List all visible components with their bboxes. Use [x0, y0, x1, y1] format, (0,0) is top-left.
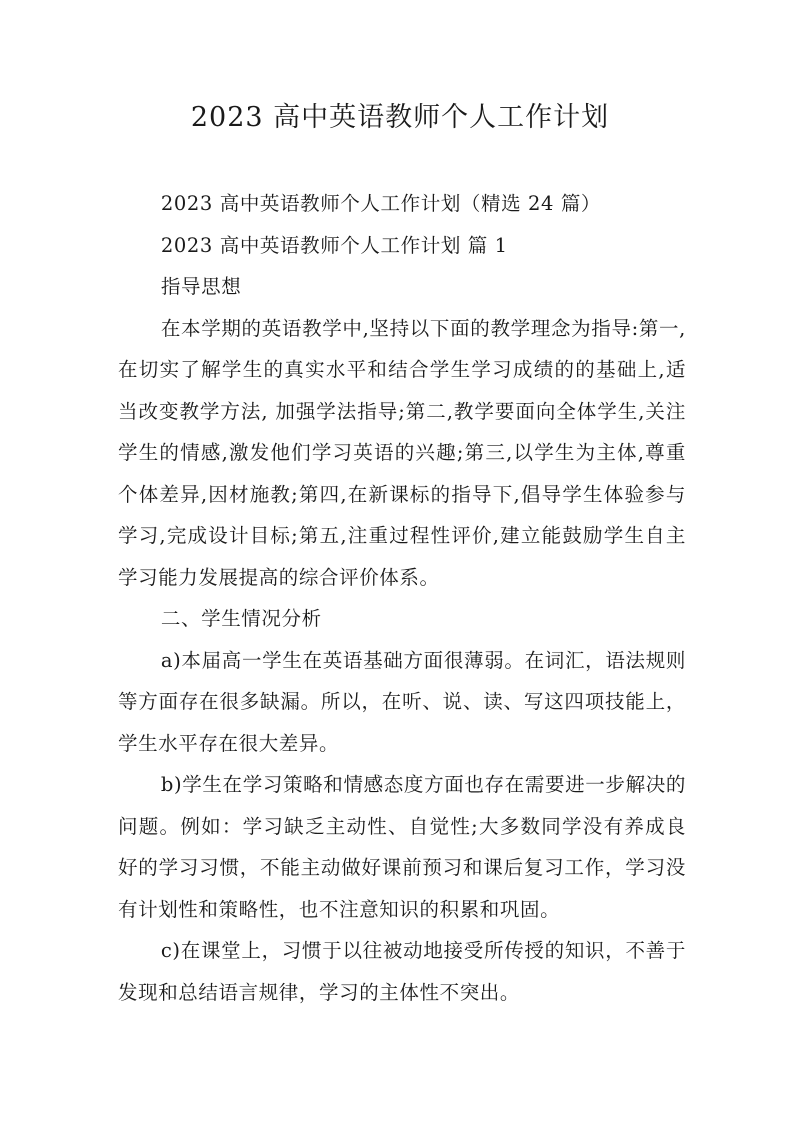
guiding-ideology-paragraph: 在本学期的英语教学中,坚持以下面的教学理念为指导:第一,在切实了解学生的真实水平和结合学生学习成绩的的基础上,适当改变教学方法, 加强学法指导;第二,教学要面向全体学生,关注学生的情感,激发他们学习英语的兴趣;第三,以学生为主体,尊重个体差异,因材施教;第四,在新课标的指导下,倡导学生体验参与学习,完成设计目标;第五,注重过程性评价,建立能鼓励学生自主学习能力发展提高的综合评价体系。 — [118, 316, 686, 589]
document-body — [118, 183, 686, 1013]
analysis-paragraph-a: a)本届高一学生在英语基础方面很薄弱。在词汇，语法规则等方面存在很多缺漏。所以，在听、说、读、写这四项技能上，学生水平存在很大差异。 — [118, 648, 686, 755]
document-title: 2023 高中英语教师个人工作计划 — [190, 102, 610, 133]
analysis-paragraph-b: b)学生在学习策略和情感态度方面也存在需要进一步解决的问题。例如：学习缺乏主动性、自觉性;大多数同学没有养成良好的学习习惯，不能主动做好课前预习和课后复习工作，学习没有计划性和策略性，也不注意知识的积累和巩固。 — [118, 773, 686, 921]
analysis-paragraph-c: c)在课堂上，习惯于以往被动地接受所传授的知识，不善于发现和总结语言规律，学习的主体性不突出。 — [118, 939, 686, 1004]
subtitle-paragraph: 2023 高中英语教师个人工作计划（精选 24 篇） — [160, 192, 602, 215]
section-heading-paragraph: 2023 高中英语教师个人工作计划 篇 1 — [160, 233, 508, 257]
student-analysis-heading: 二、学生情况分析 — [160, 607, 322, 630]
guiding-ideology-heading: 指导思想 — [160, 275, 242, 298]
